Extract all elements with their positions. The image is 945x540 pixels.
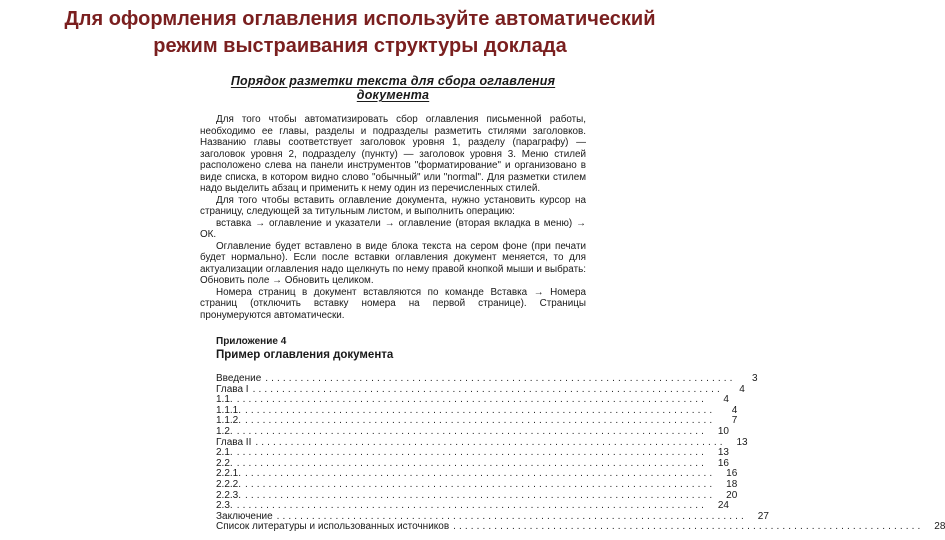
- toc-entry-page: 27: [757, 510, 769, 522]
- toc-entry-page: 16: [717, 457, 729, 469]
- toc-entry: [216, 478, 738, 491]
- toc-entry-label: 2.1.: [216, 447, 233, 459]
- toc-entry-label: 2.3.: [216, 500, 233, 512]
- appendix-title: Пример оглавления документа: [216, 349, 394, 361]
- paragraph-update-toc: Оглавление будет вставлено в виде блока текста на сером фоне (при печати будет нормально). Если после вставки оглавления документ меняется, то для актуализации оглавления надо щелкнуть по нему правой кнопкой мыши и выбрать: Обновить поле → Обновить целиком.: [200, 240, 586, 286]
- toc-entry-page: 4: [723, 394, 729, 406]
- toc-leader-dots: ................................................................................: [276, 510, 747, 522]
- toc-entry-page: 4: [739, 383, 745, 395]
- toc-entry-page: 10: [717, 425, 729, 437]
- toc-leader-dots: ................................................................................: [453, 521, 924, 533]
- appendix-label: Приложение 4: [216, 336, 287, 347]
- paragraph-styles: Для того чтобы автоматизировать сбор оглавления письменной работы, необходимо ее главы, разделы и подразделы разметить стилями заголовков. Названию главы соответствует заголовок уровня 1, разделу (параграфу) — заголовок уровня 2, подразделу (пункту) — заголовок уровня 3. Меню стилей расположено слева на панели инструментов "форматирование" и организовано в виде списка, в котором видно слово "обычный" или "normal". Для разметки стилем надо выделить абзац и применить к нему один из перечисленных стилей.: [200, 114, 586, 194]
- toc-entry-page: 13: [736, 436, 748, 448]
- toc-entry-page: 24: [717, 500, 729, 512]
- toc-leader-dots: ................................................................................: [245, 404, 716, 416]
- toc-entry-page: 13: [717, 447, 729, 459]
- toc-entry-page: 28: [934, 521, 945, 533]
- toc-leader-dots: ................................................................................: [252, 383, 723, 395]
- document-heading: Порядок разметки текста для сбора оглавления документа: [230, 74, 556, 102]
- toc-entry-page: 3: [751, 373, 758, 384]
- toc-entry-page: 16: [726, 468, 738, 480]
- toc-entry-label: 1.2.: [216, 425, 233, 437]
- toc-entry-page: 4: [731, 404, 738, 416]
- document-scan: [200, 74, 945, 533]
- toc-entry-label: Введение: [216, 373, 262, 384]
- toc-leader-dots: ................................................................................: [245, 415, 716, 427]
- toc-entry: [216, 373, 758, 385]
- slide-title-line-2: режим выстраивания структуры доклада: [153, 35, 567, 57]
- toc-entry-label: Заключение: [216, 510, 273, 522]
- toc-leader-dots: ................................................................................: [255, 436, 726, 448]
- toc-entry-page: 7: [731, 415, 738, 427]
- toc-entry-label: 2.2.3.: [216, 489, 242, 501]
- toc-leader-dots: ................................................................................: [245, 489, 716, 501]
- toc-leader-dots: ................................................................................: [236, 457, 707, 469]
- toc-entry-label: 1.1.: [216, 394, 233, 406]
- toc-leader-dots: ................................................................................: [236, 394, 707, 406]
- toc-entry-label: 1.1.1.: [216, 404, 242, 416]
- toc-leader-dots: ................................................................................: [265, 373, 736, 384]
- toc-entry-label: Список литературы и использованных источников: [216, 521, 450, 533]
- paragraph-insert-toc: Для того чтобы вставить оглавление документа, нужно установить курсор на страницу, следующей за титульным листом, и выполнить операцию:: [200, 194, 586, 217]
- toc-leader-dots: ................................................................................: [245, 478, 716, 490]
- toc-entry-label: 2.2.: [216, 457, 233, 469]
- slide-title: [20, 6, 700, 60]
- toc-entry-label: 2.2.1.: [216, 468, 242, 480]
- slide-title-line-1: Для оформления оглавления используйте автоматический: [64, 8, 656, 30]
- toc-leader-dots: ................................................................................: [236, 425, 707, 437]
- toc-entry-label: Глава I: [216, 383, 249, 395]
- toc-entry-label: 2.2.2.: [216, 478, 242, 490]
- toc-entry-label: Глава II: [216, 436, 252, 448]
- toc-entry-page: 18: [726, 478, 738, 490]
- paragraph-page-numbers: Номера страниц в документ вставляются по команде Вставка → Номера страниц (отключить вставку номера на первой странице). Страницы пронумеруются автоматически.: [200, 286, 586, 321]
- toc-entry-label: 1.1.2.: [216, 415, 242, 427]
- toc-leader-dots: ................................................................................: [236, 500, 707, 512]
- toc-entry: [216, 425, 729, 438]
- toc-leader-dots: ................................................................................: [245, 468, 716, 480]
- toc-leader-dots: ................................................................................: [236, 447, 707, 459]
- table-of-contents: [216, 373, 945, 533]
- toc-entry: [216, 521, 945, 533]
- paragraph-menu-path: вставка → оглавление и указатели → оглавление (вторая вкладка в меню) → ОК.: [200, 217, 586, 240]
- toc-entry-page: 20: [726, 489, 738, 501]
